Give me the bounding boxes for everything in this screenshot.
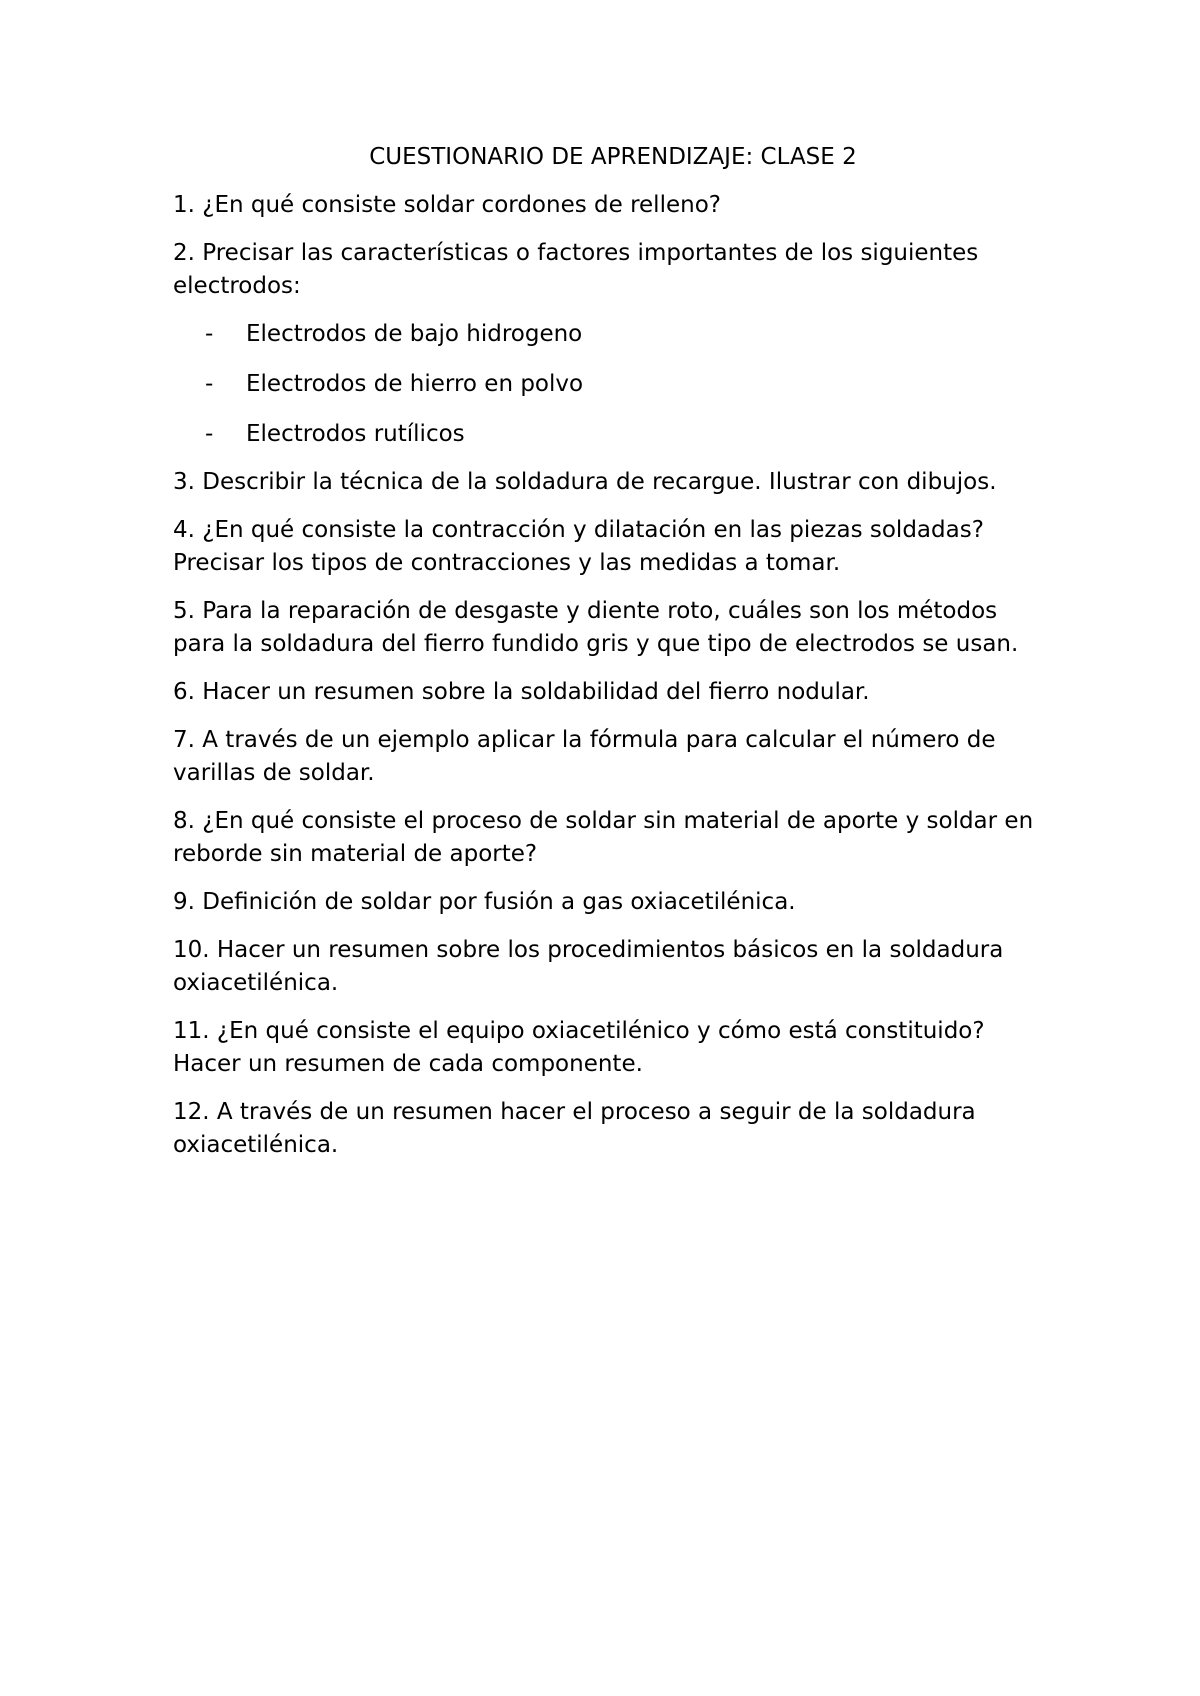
list-item-text: Electrodos de bajo hidrogeno: [246, 321, 583, 347]
question-4: 4. ¿En qué consiste la contracción y dilatación en las piezas soldadas? Precisar los tipos de contracciones y las medidas a tomar.: [173, 517, 984, 576]
question-5: 5. Para la reparación de desgaste y diente roto, cuáles son los métodos para la soldadura del fierro fundido gris y que tipo de electrodos se usan.: [173, 598, 1019, 657]
question-1: 1. ¿En qué consiste soldar cordones de relleno?: [173, 192, 721, 218]
question-3: 3. Describir la técnica de la soldadura de recargue. Ilustrar con dibujos.: [173, 469, 997, 495]
dash-bullet: -: [205, 421, 214, 447]
question-7: 7. A través de un ejemplo aplicar la fórmula para calcular el número de varillas de soldar.: [173, 727, 996, 786]
question-12: 12. A través de un resumen hacer el proceso a seguir de la soldadura oxiacetilénica.: [173, 1099, 976, 1158]
question-8: 8. ¿En qué consiste el proceso de soldar sin material de aporte y soldar en reborde sin material de aporte?: [173, 808, 1034, 867]
list-item: [173, 318, 1053, 351]
list-item-text: Electrodos de hierro en polvo: [246, 371, 584, 397]
dash-bullet: -: [205, 321, 214, 347]
question-9: 9. Definición de soldar por fusión a gas oxiacetilénica.: [173, 889, 796, 915]
dash-bullet: -: [205, 371, 214, 397]
electrode-list: [173, 318, 1053, 451]
question-10: 10. Hacer un resumen sobre los procedimientos básicos en la soldadura oxiacetilénica.: [173, 937, 1004, 996]
list-item-text: Electrodos rutílicos: [246, 421, 465, 447]
document-body: [173, 141, 1053, 1177]
question-6: 6. Hacer un resumen sobre la soldabilidad del fierro nodular.: [173, 679, 870, 705]
list-item: [173, 368, 1053, 401]
list-item: [173, 418, 1053, 451]
question-2: 2. Precisar las características o factores importantes de los siguientes electrodos:: [173, 240, 979, 299]
document-title: CUESTIONARIO DE APRENDIZAJE: CLASE 2: [369, 144, 857, 170]
question-11: 11. ¿En qué consiste el equipo oxiacetilénico y cómo está constituido? Hacer un resumen de cada componente.: [173, 1018, 985, 1077]
